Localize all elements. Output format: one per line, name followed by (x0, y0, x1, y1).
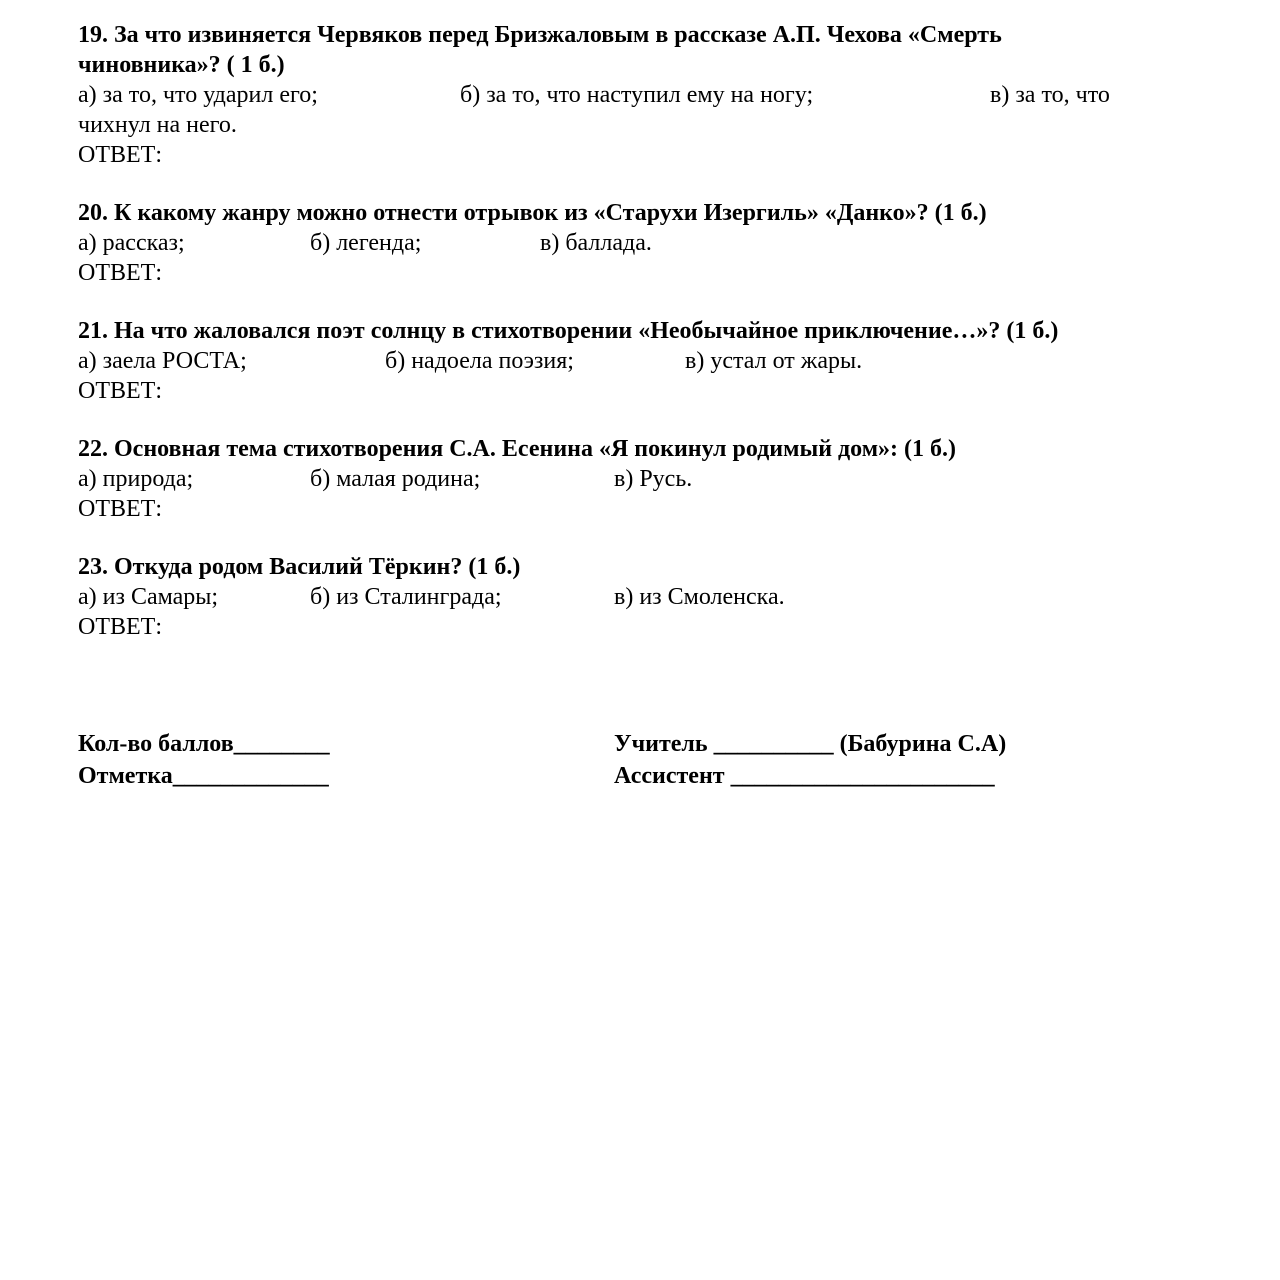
question-20-option-a: а) рассказ; (78, 230, 185, 256)
question-20-option-b: б) легенда; (310, 230, 422, 256)
document-content (78, 20, 1126, 792)
question-21-option-v: в) устал от жары. (685, 348, 863, 374)
question-19-option-b: б) за то, что наступил ему на ногу; (460, 82, 814, 108)
teacher-signature-label: Учитель __________ (Бабурина С.А) (614, 731, 1007, 757)
question-21-option-a: а) заела РОСТА; (78, 348, 247, 374)
footer (78, 728, 1126, 792)
question-20-options (78, 228, 1126, 258)
question-22 (78, 434, 1126, 524)
question-19-title: 19. За что извиняется Червяков перед Бризжаловым в рассказе А.П. Чехова «Смерть чиновника»? ( 1 б.) (78, 22, 1002, 78)
footer-right-column (614, 728, 1126, 792)
question-23-option-b: б) из Сталинграда; (310, 584, 502, 610)
question-23-option-a: а) из Самары; (78, 584, 219, 610)
question-21-answer-label: ОТВЕТ: (78, 378, 162, 404)
question-23-answer-label: ОТВЕТ: (78, 614, 162, 640)
footer-left-column (78, 728, 614, 792)
question-22-option-v: в) Русь. (614, 466, 693, 492)
question-23-option-v: в) из Смоленска. (614, 584, 785, 610)
question-23-title: 23. Откуда родом Василий Тёркин? (1 б.) (78, 554, 521, 580)
question-20-answer-label: ОТВЕТ: (78, 260, 162, 286)
question-22-answer-label: ОТВЕТ: (78, 496, 162, 522)
assistant-signature-label: Ассистент ______________________ (614, 763, 995, 789)
question-20-option-v: в) баллада. (540, 230, 652, 256)
question-22-title: 22. Основная тема стихотворения С.А. Есенина «Я покинул родимый дом»: (1 б.) (78, 436, 957, 462)
mark-field-label: Отметка_____________ (78, 763, 329, 789)
question-19-option-v: в) за то, что чихнул на него. (78, 82, 1110, 138)
question-20-title: 20. К какому жанру можно отнести отрывок из «Старухи Изергиль» «Данко»? (1 б.) (78, 200, 987, 226)
question-20 (78, 198, 1126, 288)
question-21 (78, 316, 1126, 406)
question-21-options (78, 346, 1126, 376)
question-22-options (78, 464, 1126, 494)
question-22-option-b: б) малая родина; (310, 466, 481, 492)
question-19 (78, 20, 1126, 170)
question-23-options (78, 582, 1126, 612)
question-21-title: 21. На что жаловался поэт солнцу в стихотворении «Необычайное приключение…»? (1 б.) (78, 318, 1059, 344)
question-22-option-a: а) природа; (78, 466, 194, 492)
question-21-option-b: б) надоела поэзия; (385, 348, 574, 374)
question-23 (78, 552, 1126, 642)
question-19-options (78, 80, 1126, 140)
question-19-answer-label: ОТВЕТ: (78, 142, 162, 168)
score-field-label: Кол-во баллов________ (78, 731, 330, 757)
question-19-option-a: а) за то, что ударил его; (78, 82, 318, 108)
